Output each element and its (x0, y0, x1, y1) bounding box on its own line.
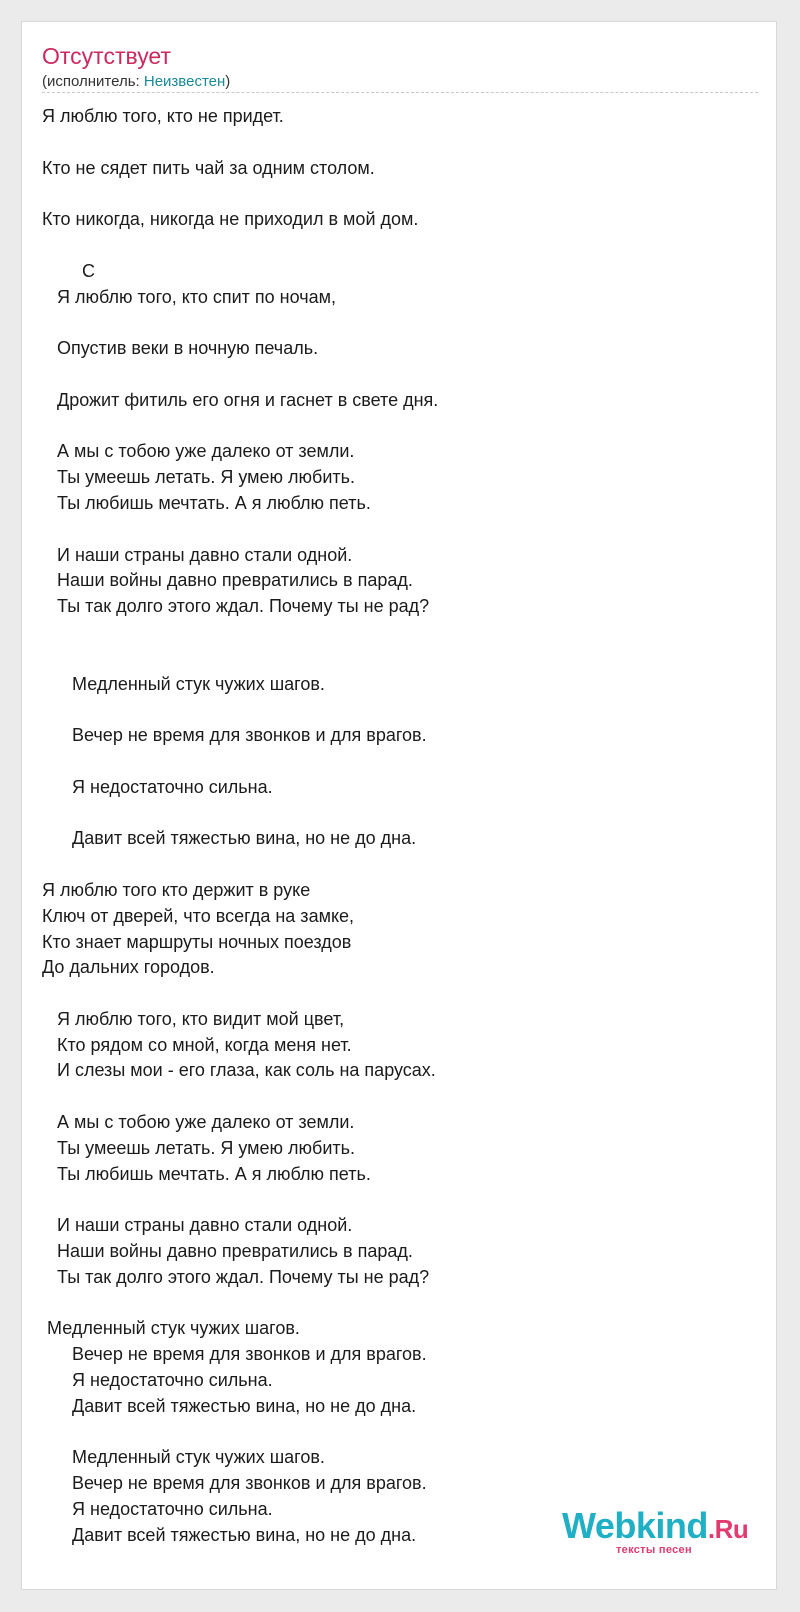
artist-link[interactable]: Неизвестен (143, 73, 226, 90)
title-divider (42, 92, 758, 93)
artist-suffix: ) (225, 73, 231, 90)
logo-brand: Webkind (562, 1505, 708, 1546)
artist-prefix: (исполнитель: (42, 73, 144, 90)
song-title: Отсутствует (42, 43, 171, 69)
logo-tld: .Ru (707, 1514, 749, 1544)
lyrics-text: Я люблю того, кто не придет. Кто не сядет пить чай за одним столом. Кто никогда, никогда не приходил в мой дом. C Я люблю того, кто спит по ночам, Опустив веки в ночную печаль. Дрожит фитиль его огня и гаснет в свете дня. А мы с тобою уже далеко от земли. Ты умеешь летать. Я умею любить. Ты любишь мечтать. А я люблю петь. И наши страны давно стали одной. Наши войны давно превратились в парад. Ты так долго этого ждал. Почему ты не рад? Медленный стук чужих шагов. Вечер не время для звонков и для врагов. Я недостаточно сильна. Давит всей тяжестью вина, но не до дна. Я люблю того кто держит в руке Ключ от дверей, что всегда на замке, Кто знает маршруты ночных поездов До дальних городов. Я люблю того, кто видит мой цвет, Кто рядом со мной, когда меня нет. И слезы мои - его глаза, как соль на парусах. А мы с тобою уже далеко от земли. Ты умеешь летать. Я умею любить. Ты любишь мечтать. А я люблю петь. И наши страны давно стали одной. Наши войны давно превратились в парад. Ты так долго этого ждал. Почему ты не рад? Медленный стук чужих шагов. Вечер не время для звонков и для врагов. Я недостаточно сильна. Давит всей тяжестью вина, но не до дна. Медленный стук чужих шагов. Вечер не время для звонков и для врагов. Я недостаточно сильна. Давит всей тяжестью вина, но не до дна. (42, 106, 439, 1545)
lyrics-card (21, 21, 777, 1590)
logo-tagline: тексты песен (616, 1544, 692, 1556)
webkind-logo[interactable] (562, 1505, 749, 1547)
artist-line (42, 73, 230, 91)
